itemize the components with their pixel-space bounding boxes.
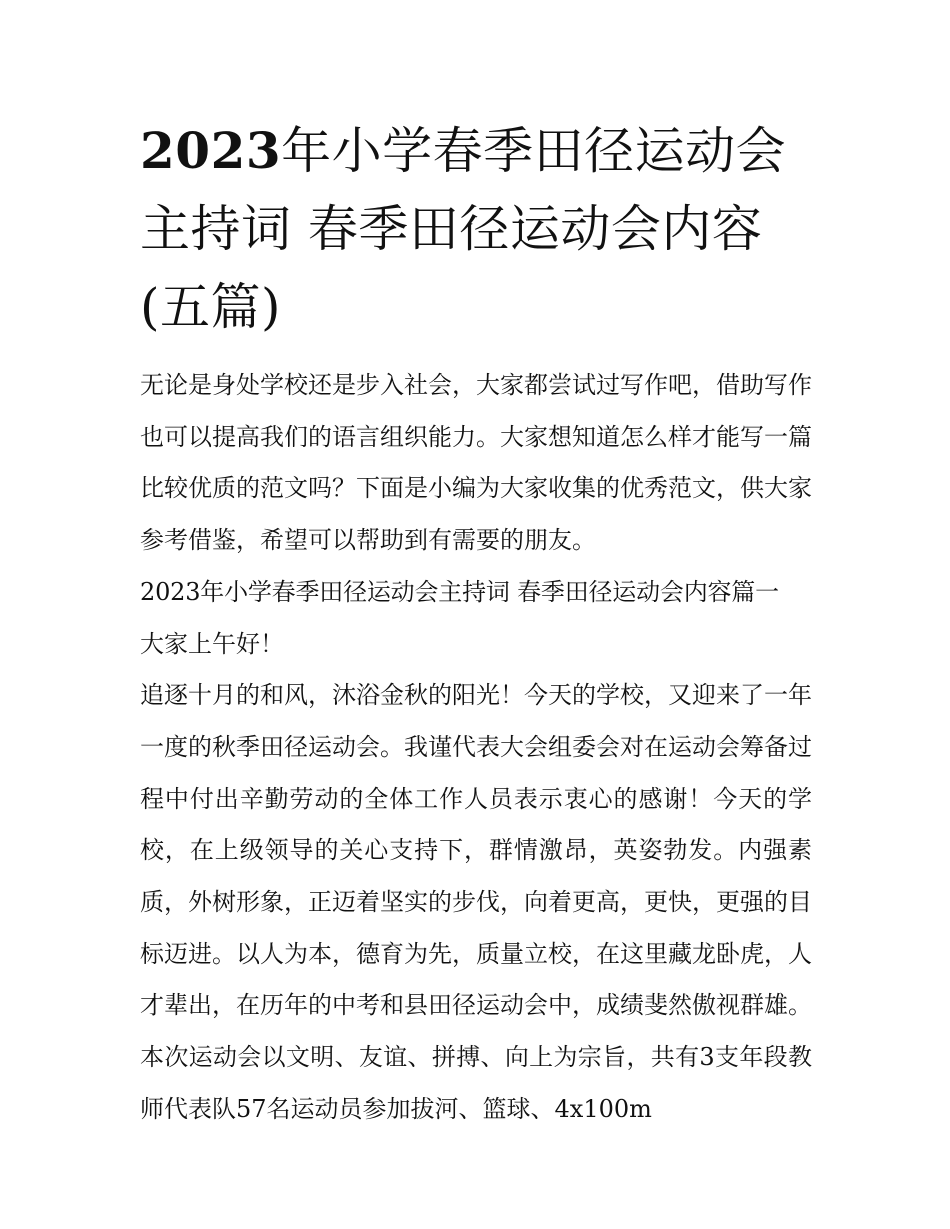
title-text: 年小学春季田径运动会主持词 春季田径运动会内容(五篇) — [140, 122, 787, 336]
document-page — [140, 112, 812, 1136]
greeting-paragraph: 大家上午好！ — [140, 629, 284, 658]
body-paragraph: 追逐十月的和风，沐浴金秋的阳光！今天的学校，又迎来了一年一度的秋季田径运动会。我谨代表大会组委会对在运动会筹备过程中付出辛勤劳动的全体工作人员表示衷心的感谢！今天的学校，在上级领导的关心支持下，群情激昂，英姿勃发。内强素质，外树形象，正迈着坚实的步伐，向着更高，更快，更强的目标迈进。以人为本，德育为先，质量立校，在这里藏龙卧虎，人才辈出，在历年的中考和县田径运动会中，成绩斐然傲视群雄。本次运动会以文明、友谊、拼搏、向上为宗旨，共有3支年段教师代表队57名运动员参加拔河、篮球、4x100m — [140, 681, 812, 1123]
intro-paragraph: 无论是身处学校还是步入社会，大家都尝试过写作吧，借助写作也可以提高我们的语言组织能力。大家想知道怎么样才能写一篇比较优质的范文吗？下面是小编为大家收集的优秀范文，供大家参考借鉴，希望可以帮助到有需要的朋友。 — [140, 371, 812, 555]
section-heading: 2023年小学春季田径运动会主持词 春季田径运动会内容篇一 — [140, 577, 779, 606]
document-title — [140, 112, 812, 346]
title-year: 2023 — [140, 121, 282, 180]
